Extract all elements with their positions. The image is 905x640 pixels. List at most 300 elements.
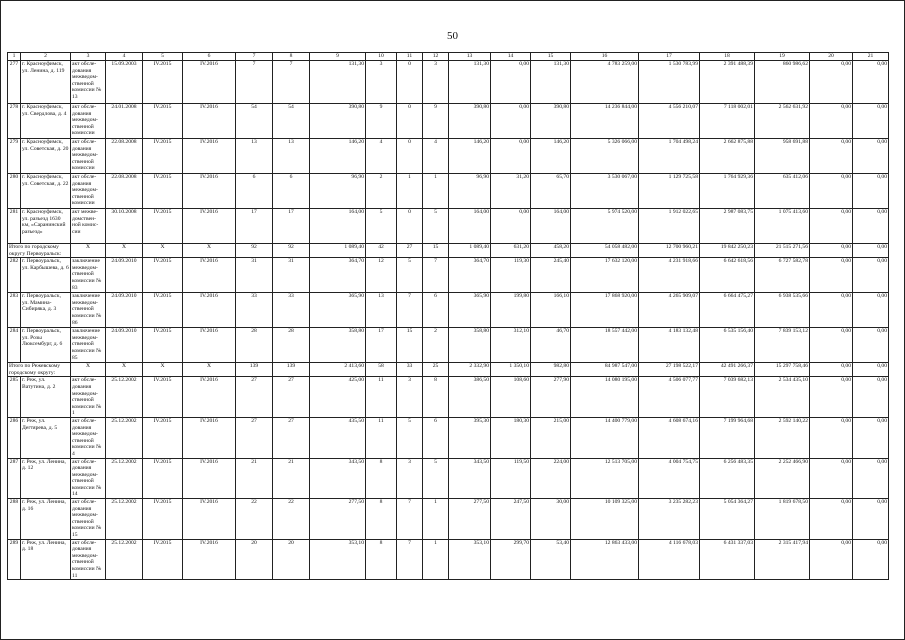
table-cell: 4 bbox=[423, 139, 449, 174]
table-cell: 164,00 bbox=[449, 209, 491, 244]
table-cell: 635 412,06 bbox=[755, 174, 810, 209]
column-number-header: 6 bbox=[183, 53, 236, 61]
table-cell: 25.12.2002 bbox=[106, 417, 143, 458]
table-cell: 21 bbox=[273, 458, 310, 499]
table-cell: 0,00 bbox=[853, 293, 889, 328]
summary-cell: X bbox=[106, 363, 143, 377]
table-cell: 146,20 bbox=[449, 139, 491, 174]
table-cell: 3 530 067,00 bbox=[571, 174, 639, 209]
row-number-cell: 289 bbox=[8, 539, 21, 580]
table-cell: 0,00 bbox=[810, 104, 853, 139]
table-cell: 21 bbox=[236, 458, 273, 499]
table-cell: 312,10 bbox=[491, 328, 531, 363]
table-cell: 131,30 bbox=[449, 61, 491, 104]
table-cell: 9 bbox=[423, 104, 449, 139]
summary-cell: 19 842 250,23 bbox=[700, 244, 755, 258]
address-cell: г. Первоуральск, ул. Мамина-Сибиряка, д. 3 bbox=[21, 293, 71, 328]
table-cell: IV.2015 bbox=[143, 104, 183, 139]
table-cell: 15.09.2003 bbox=[106, 61, 143, 104]
summary-row bbox=[8, 244, 889, 258]
table-cell: 13 bbox=[236, 139, 273, 174]
column-number-header: 14 bbox=[491, 53, 531, 61]
table-cell: 27 bbox=[273, 417, 310, 458]
table-cell: 1 819 678,50 bbox=[755, 499, 810, 540]
summary-cell: 15 297 758,46 bbox=[755, 363, 810, 377]
table-cell: 224,00 bbox=[531, 458, 571, 499]
table-cell: IV.2015 bbox=[143, 417, 183, 458]
summary-label: Итого по городскому округу Первоуральск: bbox=[8, 244, 71, 258]
address-cell: г. Красноуфимск, ул. разъезд 1630 км, «Саранинский разъезд» bbox=[21, 209, 71, 244]
summary-cell: 139 bbox=[273, 363, 310, 377]
table-cell: 4 265 909,07 bbox=[639, 293, 700, 328]
table-cell: 2 bbox=[423, 328, 449, 363]
table-cell: 365,90 bbox=[449, 293, 491, 328]
summary-cell: 1 089,40 bbox=[449, 244, 491, 258]
table-cell: 0 bbox=[397, 139, 423, 174]
table-cell: 1 129 725,58 bbox=[639, 174, 700, 209]
table-cell: 6 535 156,40 bbox=[700, 328, 755, 363]
summary-cell: 27 198 522,17 bbox=[639, 363, 700, 377]
table-cell: 27 bbox=[236, 377, 273, 418]
table-cell: IV.2016 bbox=[183, 458, 236, 499]
table-cell: 3 235 282,23 bbox=[639, 499, 700, 540]
table-cell: IV.2015 bbox=[143, 139, 183, 174]
document-cell: акт обсле-дования межведом-ственной комиссии № 14 bbox=[71, 458, 106, 499]
address-cell: г. Реж, ул. Дегтярева, д. 5 bbox=[21, 417, 71, 458]
address-cell: г. Реж, ул. Ленина, д. 18 bbox=[21, 539, 71, 580]
table-cell: 8 bbox=[366, 539, 397, 580]
table-cell: 5 974 520,00 bbox=[571, 209, 639, 244]
summary-label: Итого по Режевскому городскому округу: bbox=[8, 363, 71, 377]
table-cell: 2 592 140,22 bbox=[755, 417, 810, 458]
table-cell: 353,10 bbox=[449, 539, 491, 580]
table-cell: 0,00 bbox=[853, 61, 889, 104]
table-cell: 24.01.2008 bbox=[106, 104, 143, 139]
table-cell: 299,70 bbox=[491, 539, 531, 580]
column-number-header: 8 bbox=[273, 53, 310, 61]
table-cell: IV.2015 bbox=[143, 377, 183, 418]
row-number-cell: 288 bbox=[8, 499, 21, 540]
table-row bbox=[8, 258, 889, 293]
document-cell: заключение межведом-ственной комиссии № 83 bbox=[71, 258, 106, 293]
address-cell: г. Первоуральск, ул. Карбышева, д. 6 bbox=[21, 258, 71, 293]
table-cell: 0,00 bbox=[853, 458, 889, 499]
table-cell: 18 557 442,00 bbox=[571, 328, 639, 363]
table-cell: 0,00 bbox=[810, 209, 853, 244]
summary-cell: 92 bbox=[273, 244, 310, 258]
table-cell: 0,00 bbox=[810, 258, 853, 293]
table-cell: IV.2016 bbox=[183, 417, 236, 458]
table-cell: 4 231 918,66 bbox=[639, 258, 700, 293]
document-cell: акт обсле-дования межведом-ственной комиссии № 13 bbox=[71, 61, 106, 104]
column-number-header: 4 bbox=[106, 53, 143, 61]
table-cell: 33 bbox=[236, 293, 273, 328]
table-row bbox=[8, 293, 889, 328]
table-row bbox=[8, 104, 889, 139]
table-cell: 54 bbox=[273, 104, 310, 139]
table-cell: 17 632 120,00 bbox=[571, 258, 639, 293]
table-cell: 30,00 bbox=[531, 499, 571, 540]
table-cell: 28 bbox=[236, 328, 273, 363]
table-cell: 12 863 433,00 bbox=[571, 539, 639, 580]
table-cell: 11 bbox=[366, 377, 397, 418]
table-cell: 24.09.2010 bbox=[106, 293, 143, 328]
table-cell: 4 556 210,07 bbox=[639, 104, 700, 139]
table-cell: 364,70 bbox=[310, 258, 366, 293]
summary-cell: X bbox=[143, 244, 183, 258]
table-cell: 245,40 bbox=[531, 258, 571, 293]
row-number-cell: 280 bbox=[8, 174, 21, 209]
table-cell: 0,00 bbox=[810, 499, 853, 540]
column-number-header: 10 bbox=[366, 53, 397, 61]
table-cell: 17 868 920,00 bbox=[571, 293, 639, 328]
summary-cell: 12 700 960,21 bbox=[639, 244, 700, 258]
table-cell: 958 691,88 bbox=[755, 139, 810, 174]
table-cell: 353,10 bbox=[310, 539, 366, 580]
table-cell: IV.2015 bbox=[143, 539, 183, 580]
table-cell: 14 400 779,00 bbox=[571, 417, 639, 458]
column-number-header: 2 bbox=[21, 53, 71, 61]
table-cell: 7 bbox=[423, 258, 449, 293]
address-cell: г. Реж, ул. Ленина, д. 16 bbox=[21, 499, 71, 540]
table-cell: 13 bbox=[273, 139, 310, 174]
table-cell: 1 bbox=[423, 539, 449, 580]
table-cell: 27 bbox=[236, 417, 273, 458]
table-cell: 6 256 483,35 bbox=[700, 458, 755, 499]
table-cell: 65,70 bbox=[531, 174, 571, 209]
table-cell: 25.12.2002 bbox=[106, 539, 143, 580]
address-cell: г. Первоуральск, ул. Розы Люксембург, д. 6 bbox=[21, 328, 71, 363]
table-cell: 7 118 002,01 bbox=[700, 104, 755, 139]
table-cell: 31 bbox=[236, 258, 273, 293]
address-cell: г. Красноуфимск, ул. Советская, д. 22 bbox=[21, 174, 71, 209]
table-cell: 386,50 bbox=[449, 377, 491, 418]
table-cell: 0,00 bbox=[810, 377, 853, 418]
table-cell: 2 987 083,75 bbox=[700, 209, 755, 244]
table-cell: IV.2016 bbox=[183, 139, 236, 174]
table-cell: IV.2016 bbox=[183, 104, 236, 139]
address-cell: г. Реж, ул. Ленина, д. 12 bbox=[21, 458, 71, 499]
summary-cell: X bbox=[183, 363, 236, 377]
table-row bbox=[8, 417, 889, 458]
summary-cell: 27 bbox=[397, 244, 423, 258]
table-cell: 6 642 618,56 bbox=[700, 258, 755, 293]
table-cell: 22 bbox=[236, 499, 273, 540]
summary-cell: 15 bbox=[423, 244, 449, 258]
table-cell: 164,00 bbox=[531, 209, 571, 244]
table-cell: 8 bbox=[423, 377, 449, 418]
summary-cell: 458,20 bbox=[531, 244, 571, 258]
table-cell: 0,00 bbox=[491, 209, 531, 244]
document-cell: акт обсле-дования межведом-ственной комиссии № 4 bbox=[71, 417, 106, 458]
table-cell: 4 bbox=[366, 139, 397, 174]
table-cell: 1 bbox=[397, 174, 423, 209]
table-cell: 22 bbox=[273, 499, 310, 540]
summary-cell: X bbox=[71, 244, 106, 258]
table-cell: 4 608 674,16 bbox=[639, 417, 700, 458]
table-cell: 277,90 bbox=[531, 377, 571, 418]
table-cell: 2 662 875,88 bbox=[700, 139, 755, 174]
table-cell: 0 bbox=[397, 61, 423, 104]
table-cell: 425,00 bbox=[310, 377, 366, 418]
table-row bbox=[8, 209, 889, 244]
table-cell: IV.2015 bbox=[143, 258, 183, 293]
table-cell: IV.2016 bbox=[183, 209, 236, 244]
row-number-cell: 286 bbox=[8, 417, 21, 458]
table-cell: 2 391 488,39 bbox=[700, 61, 755, 104]
table-cell: 0,00 bbox=[853, 499, 889, 540]
column-number-header: 17 bbox=[639, 53, 700, 61]
table-cell: 343,50 bbox=[449, 458, 491, 499]
table-cell: 7 839 153,12 bbox=[755, 328, 810, 363]
table-cell: 4 116 678,03 bbox=[639, 539, 700, 580]
table-cell: IV.2016 bbox=[183, 258, 236, 293]
table-cell: 358,80 bbox=[449, 328, 491, 363]
table-cell: 7 bbox=[397, 293, 423, 328]
summary-cell: 0,00 bbox=[853, 244, 889, 258]
column-number-header: 18 bbox=[700, 53, 755, 61]
summary-cell: 2 413,60 bbox=[310, 363, 366, 377]
table-cell: 54 bbox=[236, 104, 273, 139]
table-cell: 53,40 bbox=[531, 539, 571, 580]
table-cell: 247,50 bbox=[491, 499, 531, 540]
table-cell: 199,80 bbox=[491, 293, 531, 328]
document-cell: акт обсле-дования межведом-ственной комиссии № 15 bbox=[71, 499, 106, 540]
summary-cell: 92 bbox=[236, 244, 273, 258]
table-cell: 6 664 475,27 bbox=[700, 293, 755, 328]
document-cell: акт межве-домствен-ной комис-сии bbox=[71, 209, 106, 244]
document-cell: акт обсле-дования межведом-ственной комиссии № 11 bbox=[71, 539, 106, 580]
table-cell: 0,00 bbox=[853, 539, 889, 580]
document-cell: акт обсле-дования межведом-ственной комиссии bbox=[71, 104, 106, 139]
table-cell: 0,00 bbox=[853, 328, 889, 363]
table-cell: 3 bbox=[366, 61, 397, 104]
header-row bbox=[8, 53, 889, 61]
table-cell: 1 075 413,60 bbox=[755, 209, 810, 244]
table-row bbox=[8, 377, 889, 418]
table-cell: 0,00 bbox=[810, 417, 853, 458]
summary-cell: 42 bbox=[366, 244, 397, 258]
table-cell: 390,80 bbox=[531, 104, 571, 139]
table-cell: 343,50 bbox=[310, 458, 366, 499]
table-cell: 0 bbox=[397, 209, 423, 244]
table-cell: 24.09.2010 bbox=[106, 328, 143, 363]
summary-cell: 21 515 271,56 bbox=[755, 244, 810, 258]
table-cell: 0,00 bbox=[491, 61, 531, 104]
table-cell: 131,30 bbox=[310, 61, 366, 104]
document-cell: акт обсле-дования межведом-ственной комиссии bbox=[71, 174, 106, 209]
table-cell: 0,00 bbox=[853, 209, 889, 244]
table-cell: 4 004 754,75 bbox=[639, 458, 700, 499]
table-cell: 4 183 132,48 bbox=[639, 328, 700, 363]
table-cell: 9 bbox=[366, 104, 397, 139]
table-cell: 7 199 964,68 bbox=[700, 417, 755, 458]
table-cell: IV.2015 bbox=[143, 499, 183, 540]
summary-cell: X bbox=[143, 363, 183, 377]
table-cell: 3 bbox=[397, 377, 423, 418]
table-row bbox=[8, 139, 889, 174]
table-cell: 395,30 bbox=[449, 417, 491, 458]
document-cell: акт обсле-дования межведом-ственной комиссии № 1 bbox=[71, 377, 106, 418]
table-cell: 0,00 bbox=[810, 458, 853, 499]
table-cell: 146,20 bbox=[310, 139, 366, 174]
table-cell: IV.2015 bbox=[143, 328, 183, 363]
table-row bbox=[8, 61, 889, 104]
table-cell: 0,00 bbox=[491, 104, 531, 139]
table-cell: IV.2015 bbox=[143, 174, 183, 209]
table-cell: 20 bbox=[273, 539, 310, 580]
table-cell: 215,00 bbox=[531, 417, 571, 458]
summary-cell: 54 058 482,00 bbox=[571, 244, 639, 258]
table-cell: 0,00 bbox=[853, 258, 889, 293]
document-cell: акт обсле-дования межведом-ственной комиссии bbox=[71, 139, 106, 174]
column-number-header: 1 bbox=[8, 53, 21, 61]
table-cell: 5 bbox=[366, 209, 397, 244]
table-cell: 0,00 bbox=[810, 293, 853, 328]
address-cell: г. Красноуфимск, ул. Ленина, д. 119 bbox=[21, 61, 71, 104]
table-row bbox=[8, 174, 889, 209]
table-cell: 1 912 022,65 bbox=[639, 209, 700, 244]
table-cell: 277,50 bbox=[449, 499, 491, 540]
column-number-header: 7 bbox=[236, 53, 273, 61]
row-number-cell: 284 bbox=[8, 328, 21, 363]
summary-cell: 33 bbox=[397, 363, 423, 377]
table-cell: 33 bbox=[273, 293, 310, 328]
table-cell: IV.2015 bbox=[143, 209, 183, 244]
registry-table bbox=[7, 52, 889, 580]
summary-row bbox=[8, 363, 889, 377]
table-cell: 96,90 bbox=[449, 174, 491, 209]
column-number-header: 15 bbox=[531, 53, 571, 61]
table-cell: 131,30 bbox=[531, 61, 571, 104]
table-cell: IV.2016 bbox=[183, 293, 236, 328]
table-cell: 0,00 bbox=[853, 377, 889, 418]
table-cell: 22.08.2008 bbox=[106, 139, 143, 174]
address-cell: г. Реж, ул. Ватутина, д. 2 bbox=[21, 377, 71, 418]
summary-cell: 2 332,90 bbox=[449, 363, 491, 377]
table-cell: 365,90 bbox=[310, 293, 366, 328]
table-cell: 1 bbox=[423, 174, 449, 209]
table-cell: 96,90 bbox=[310, 174, 366, 209]
table-cell: 2 252 466,90 bbox=[755, 458, 810, 499]
table-cell: IV.2016 bbox=[183, 174, 236, 209]
column-number-header: 5 bbox=[143, 53, 183, 61]
table-cell: 5 326 066,00 bbox=[571, 139, 639, 174]
table-row bbox=[8, 328, 889, 363]
summary-cell: 0,00 bbox=[853, 363, 889, 377]
table-cell: 11 bbox=[366, 417, 397, 458]
row-number-cell: 287 bbox=[8, 458, 21, 499]
table-cell: 2 315 417,94 bbox=[755, 539, 810, 580]
table-cell: 390,80 bbox=[449, 104, 491, 139]
table-cell: IV.2015 bbox=[143, 458, 183, 499]
table-cell: IV.2016 bbox=[183, 499, 236, 540]
summary-cell: 0,00 bbox=[810, 363, 853, 377]
row-number-cell: 279 bbox=[8, 139, 21, 174]
table-cell: 14 080 195,00 bbox=[571, 377, 639, 418]
table-cell: 1 530 783,99 bbox=[639, 61, 700, 104]
table-cell: 0,00 bbox=[853, 104, 889, 139]
table-cell: 164,00 bbox=[310, 209, 366, 244]
summary-cell: 1 089,40 bbox=[310, 244, 366, 258]
summary-cell: 0,00 bbox=[810, 244, 853, 258]
table-cell: 20 bbox=[236, 539, 273, 580]
table-cell: 0,00 bbox=[491, 139, 531, 174]
table-row bbox=[8, 539, 889, 580]
table-cell: 27 bbox=[273, 377, 310, 418]
table-cell: 1 704 498,24 bbox=[639, 139, 700, 174]
table-cell: 15 bbox=[397, 328, 423, 363]
table-cell: 0,00 bbox=[853, 174, 889, 209]
row-number-cell: 277 bbox=[8, 61, 21, 104]
table-cell: 17 bbox=[273, 209, 310, 244]
column-number-header: 16 bbox=[571, 53, 639, 61]
table-cell: 358,80 bbox=[310, 328, 366, 363]
table-cell: 119,30 bbox=[491, 258, 531, 293]
summary-cell: 139 bbox=[236, 363, 273, 377]
table-cell: 14 236 844,00 bbox=[571, 104, 639, 139]
table-cell: 2 562 631,92 bbox=[755, 104, 810, 139]
table-cell: 0,00 bbox=[810, 139, 853, 174]
table-cell: 7 bbox=[397, 539, 423, 580]
column-number-header: 13 bbox=[449, 53, 491, 61]
row-number-cell: 283 bbox=[8, 293, 21, 328]
table-cell: 7 bbox=[397, 499, 423, 540]
column-number-header: 11 bbox=[397, 53, 423, 61]
table-cell: 860 986,62 bbox=[755, 61, 810, 104]
table-cell: 7 bbox=[273, 61, 310, 104]
table-cell: 12 bbox=[366, 258, 397, 293]
table-cell: 277,50 bbox=[310, 499, 366, 540]
table-cell: 1 bbox=[423, 499, 449, 540]
summary-cell: 84 987 547,00 bbox=[571, 363, 639, 377]
table-cell: 3 bbox=[397, 458, 423, 499]
table-cell: 30.10.2008 bbox=[106, 209, 143, 244]
table-cell: 5 bbox=[397, 417, 423, 458]
table-cell: 0,00 bbox=[810, 328, 853, 363]
summary-cell: 1 350,10 bbox=[491, 363, 531, 377]
table-cell: 31 bbox=[273, 258, 310, 293]
table-cell: 108,60 bbox=[491, 377, 531, 418]
table-cell: 5 bbox=[423, 209, 449, 244]
column-number-header: 19 bbox=[755, 53, 810, 61]
table-cell: 7 039 682,13 bbox=[700, 377, 755, 418]
table-cell: 180,30 bbox=[491, 417, 531, 458]
table-cell: 166,10 bbox=[531, 293, 571, 328]
table-cell: 6 727 582,78 bbox=[755, 258, 810, 293]
column-number-header: 3 bbox=[71, 53, 106, 61]
table-cell: 25.12.2002 bbox=[106, 499, 143, 540]
row-number-cell: 285 bbox=[8, 377, 21, 418]
table-cell: 390,80 bbox=[310, 104, 366, 139]
table-cell: 6 938 535,66 bbox=[755, 293, 810, 328]
table-cell: IV.2015 bbox=[143, 61, 183, 104]
table-cell: IV.2016 bbox=[183, 377, 236, 418]
address-cell: г. Красноуфимск, ул. Советская, д. 20 bbox=[21, 139, 71, 174]
table-cell: 4 506 077,77 bbox=[639, 377, 700, 418]
summary-cell: X bbox=[183, 244, 236, 258]
table-cell: 25.12.2002 bbox=[106, 458, 143, 499]
table-cell: IV.2016 bbox=[183, 539, 236, 580]
table-cell: 5 bbox=[397, 258, 423, 293]
table-cell: 31,20 bbox=[491, 174, 531, 209]
summary-cell: 42 491 266,37 bbox=[700, 363, 755, 377]
summary-cell: 58 bbox=[366, 363, 397, 377]
table-cell: 119,50 bbox=[491, 458, 531, 499]
table-cell: 5 bbox=[423, 458, 449, 499]
table-cell: 0,00 bbox=[810, 539, 853, 580]
table-cell: 25.12.2002 bbox=[106, 377, 143, 418]
